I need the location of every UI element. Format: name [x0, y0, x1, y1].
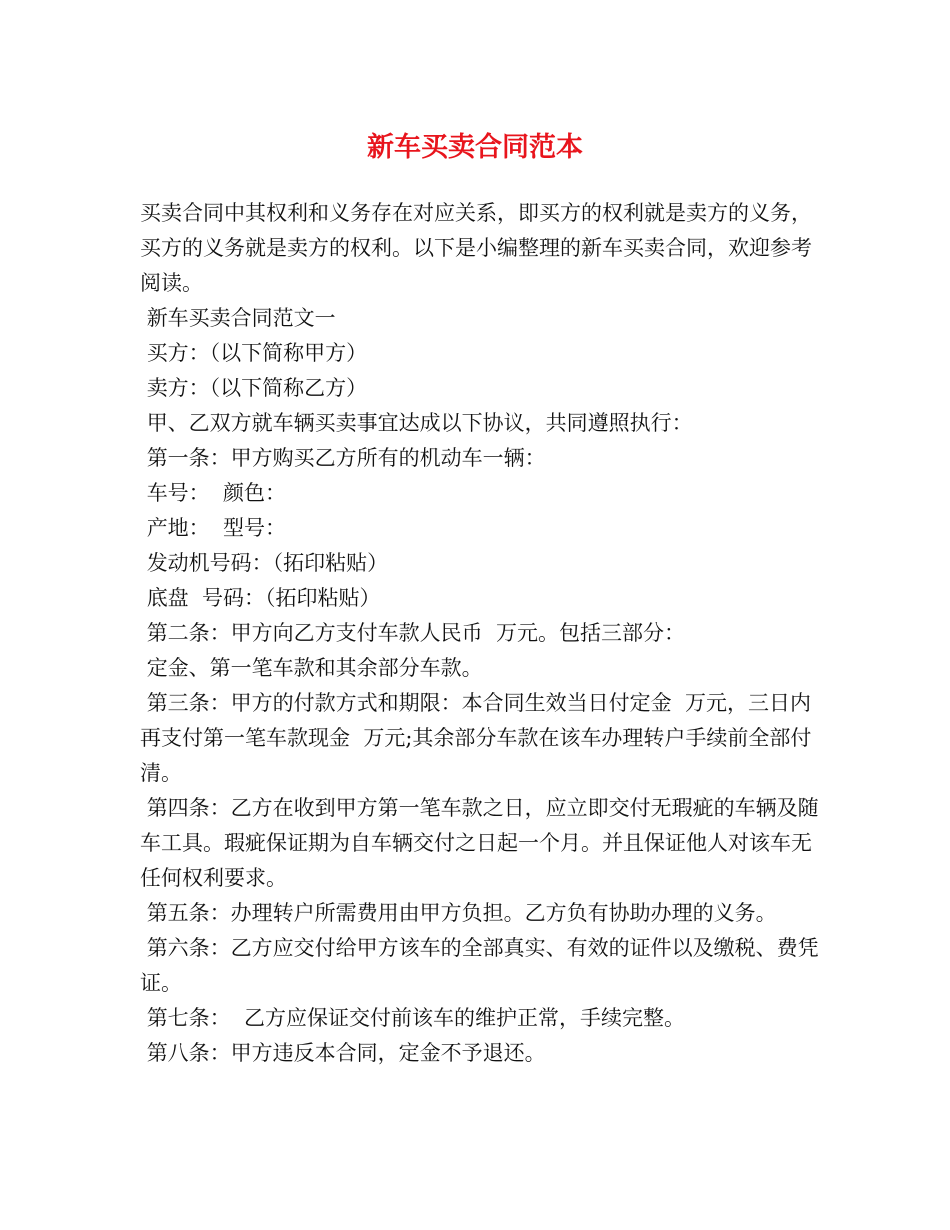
article-1: 第一条：甲方购买乙方所有的机动车一辆：	[140, 446, 546, 470]
article-2: 第二条：甲方向乙方支付车款人民币 万元。包括三部分：	[140, 621, 686, 645]
intro-paragraph: 买卖合同中其权利和义务存在对应关系，即买方的权利就是卖方的义务，买方的义务就是卖方的权利。以下是小编整理的新车买卖合同，欢迎参考阅读。	[140, 201, 812, 295]
agreement-preamble: 甲、乙双方就车辆买卖事宜达成以下协议，共同遵照执行：	[140, 411, 693, 435]
plate-color-line: 车号： 颜色：	[140, 481, 287, 505]
article-6: 第六条：乙方应交付给甲方该车的全部真实、有效的证件以及缴税、费凭证。	[140, 936, 819, 995]
document-title: 新车买卖合同范本	[367, 132, 583, 163]
seller-line: 卖方：（以下简称乙方）	[140, 376, 368, 400]
article-2-detail: 定金、第一笔车款和其余部分车款。	[140, 656, 483, 680]
article-4: 第四条：乙方在收到甲方第一笔车款之日，应立即交付无瑕疵的车辆及随车工具。瑕疵保证期为自车辆交付之日起一个月。并且保证他人对该车无任何权利要求。	[140, 796, 819, 890]
article-7: 第七条： 乙方应保证交付前该车的维护正常，手续完整。	[140, 1006, 686, 1030]
chassis-number-line: 底盘 号码：（拓印粘贴）	[140, 586, 381, 610]
buyer-line: 买方：（以下简称甲方）	[140, 341, 368, 365]
document-body	[140, 196, 820, 1071]
origin-model-line: 产地： 型号：	[140, 516, 287, 540]
article-3: 第三条：甲方的付款方式和期限：本合同生效当日付定金 万元，三日内再支付第一笔车款现金 万元;其余部分车款在该车办理转户手续前全部付清。	[140, 691, 812, 785]
contract-sample-heading: 新车买卖合同范文一	[140, 306, 336, 330]
engine-number-line: 发动机号码：（拓印粘贴）	[140, 551, 389, 575]
article-8: 第八条：甲方违反本合同，定金不予退还。	[140, 1041, 546, 1065]
article-5: 第五条：办理转户所需费用由甲方负担。乙方负有协助办理的义务。	[140, 901, 777, 925]
